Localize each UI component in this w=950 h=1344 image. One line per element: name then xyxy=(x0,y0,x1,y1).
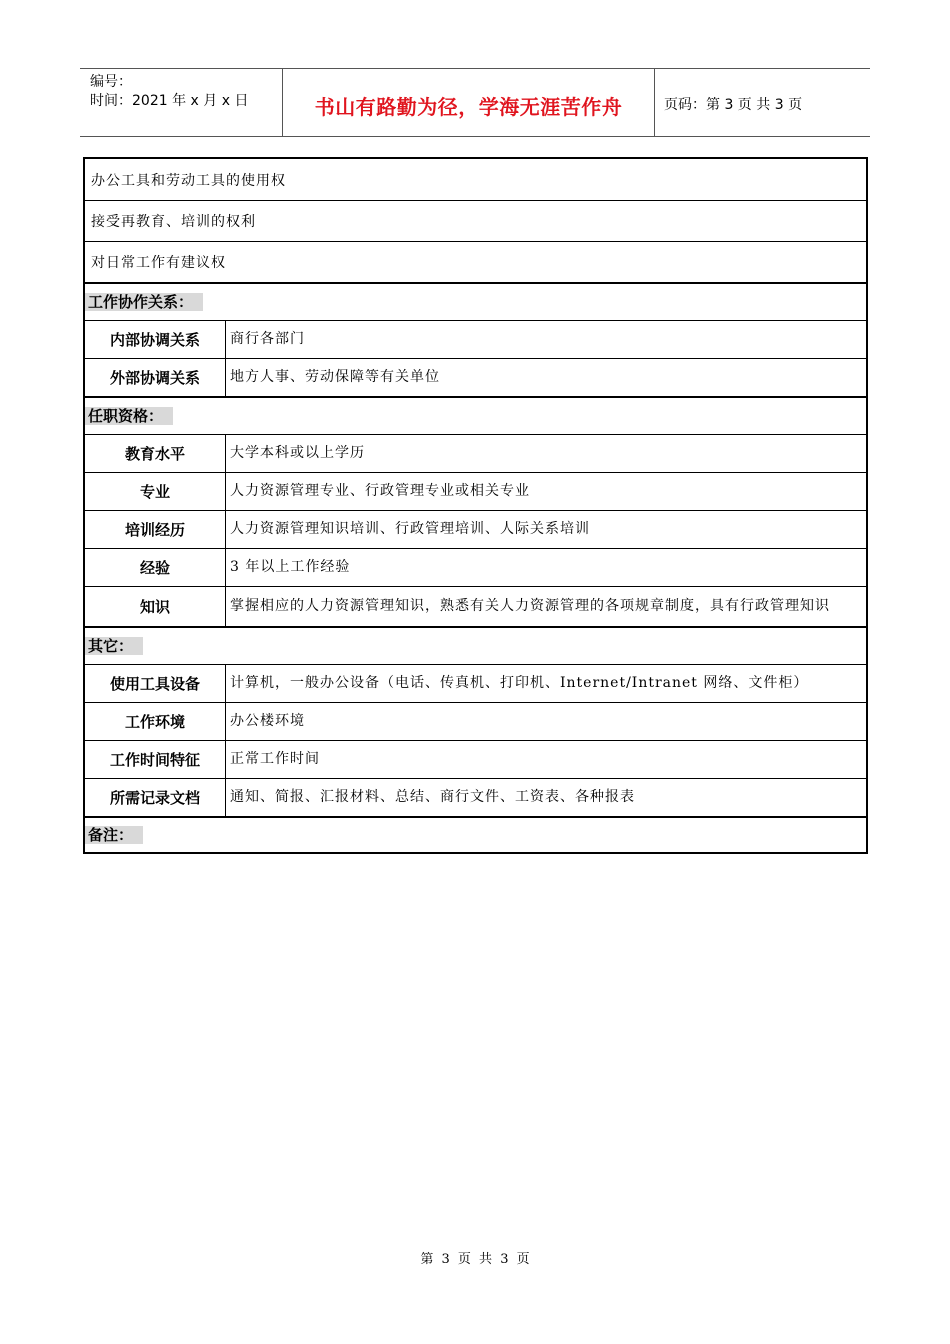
row-label: 经验 xyxy=(85,549,226,586)
table-row xyxy=(85,778,866,816)
header-divider xyxy=(654,69,655,136)
row-label: 工作环境 xyxy=(85,703,226,740)
row-label: 培训经历 xyxy=(85,511,226,548)
row-value: 人力资源管理知识培训、行政管理培训、人际关系培训 xyxy=(230,521,590,537)
row-label: 内部协调关系 xyxy=(85,321,226,358)
table-row xyxy=(85,434,866,472)
section-title: 任职资格： xyxy=(85,407,173,425)
section-remarks xyxy=(85,816,866,852)
section-qualifications xyxy=(85,396,866,434)
row-value: 计算机，一般办公设备（电话、传真机、打印机、Internet/Intranet 网络、文件柜） xyxy=(230,675,809,691)
rights-row xyxy=(85,241,866,282)
table-row xyxy=(85,320,866,358)
date-line: 时间：2021 年 x 月 x 日 xyxy=(90,93,249,109)
rights-text: 办公工具和劳动工具的使用权 xyxy=(91,172,286,189)
row-label: 知识 xyxy=(85,587,226,626)
row-label: 使用工具设备 xyxy=(85,665,226,702)
section-work-relations xyxy=(85,282,866,320)
rights-row xyxy=(85,159,866,200)
row-value: 地方人事、劳动保障等有关单位 xyxy=(230,369,440,385)
row-label: 所需记录文档 xyxy=(85,779,226,816)
table-row xyxy=(85,472,866,510)
row-value: 大学本科或以上学历 xyxy=(230,445,365,461)
row-value: 办公楼环境 xyxy=(230,713,305,729)
section-title: 备注： xyxy=(85,826,143,844)
section-title: 工作协作关系： xyxy=(85,293,203,311)
section-other xyxy=(85,626,866,664)
rights-text: 接受再教育、培训的权利 xyxy=(91,214,256,230)
page-footer: 第 3 页 共 3 页 xyxy=(420,1252,530,1267)
table-row xyxy=(85,358,866,396)
number-label: 编号： xyxy=(90,74,132,90)
table-row xyxy=(85,586,866,626)
row-label: 专业 xyxy=(85,473,226,510)
table-row xyxy=(85,740,866,778)
section-title: 其它： xyxy=(85,637,143,655)
row-value: 掌握相应的人力资源管理知识，熟悉有关人力资源管理的各项规章制度，具有行政管理知识 xyxy=(230,598,830,614)
row-value: 正常工作时间 xyxy=(230,751,320,767)
table-row xyxy=(85,664,866,702)
row-value: 人力资源管理专业、行政管理专业或相关专业 xyxy=(230,483,530,499)
header-page-info: 页码：第 3 页 共 3 页 xyxy=(664,97,803,113)
page-header xyxy=(80,68,870,137)
table-row xyxy=(85,548,866,586)
job-description-table xyxy=(83,157,868,854)
header-meta xyxy=(90,73,248,111)
rights-text: 对日常工作有建议权 xyxy=(91,255,226,271)
table-row xyxy=(85,510,866,548)
header-motto: 书山有路勤为径，学海无涯苦作舟 xyxy=(314,95,623,119)
row-label: 外部协调关系 xyxy=(85,359,226,396)
row-label: 教育水平 xyxy=(85,435,226,472)
row-label: 工作时间特征 xyxy=(85,741,226,778)
rights-row xyxy=(85,200,866,241)
row-value: 商行各部门 xyxy=(230,331,305,347)
row-value: 3 年以上工作经验 xyxy=(230,559,351,575)
row-value: 通知、简报、汇报材料、总结、商行文件、工资表、各种报表 xyxy=(230,789,635,805)
table-row xyxy=(85,702,866,740)
